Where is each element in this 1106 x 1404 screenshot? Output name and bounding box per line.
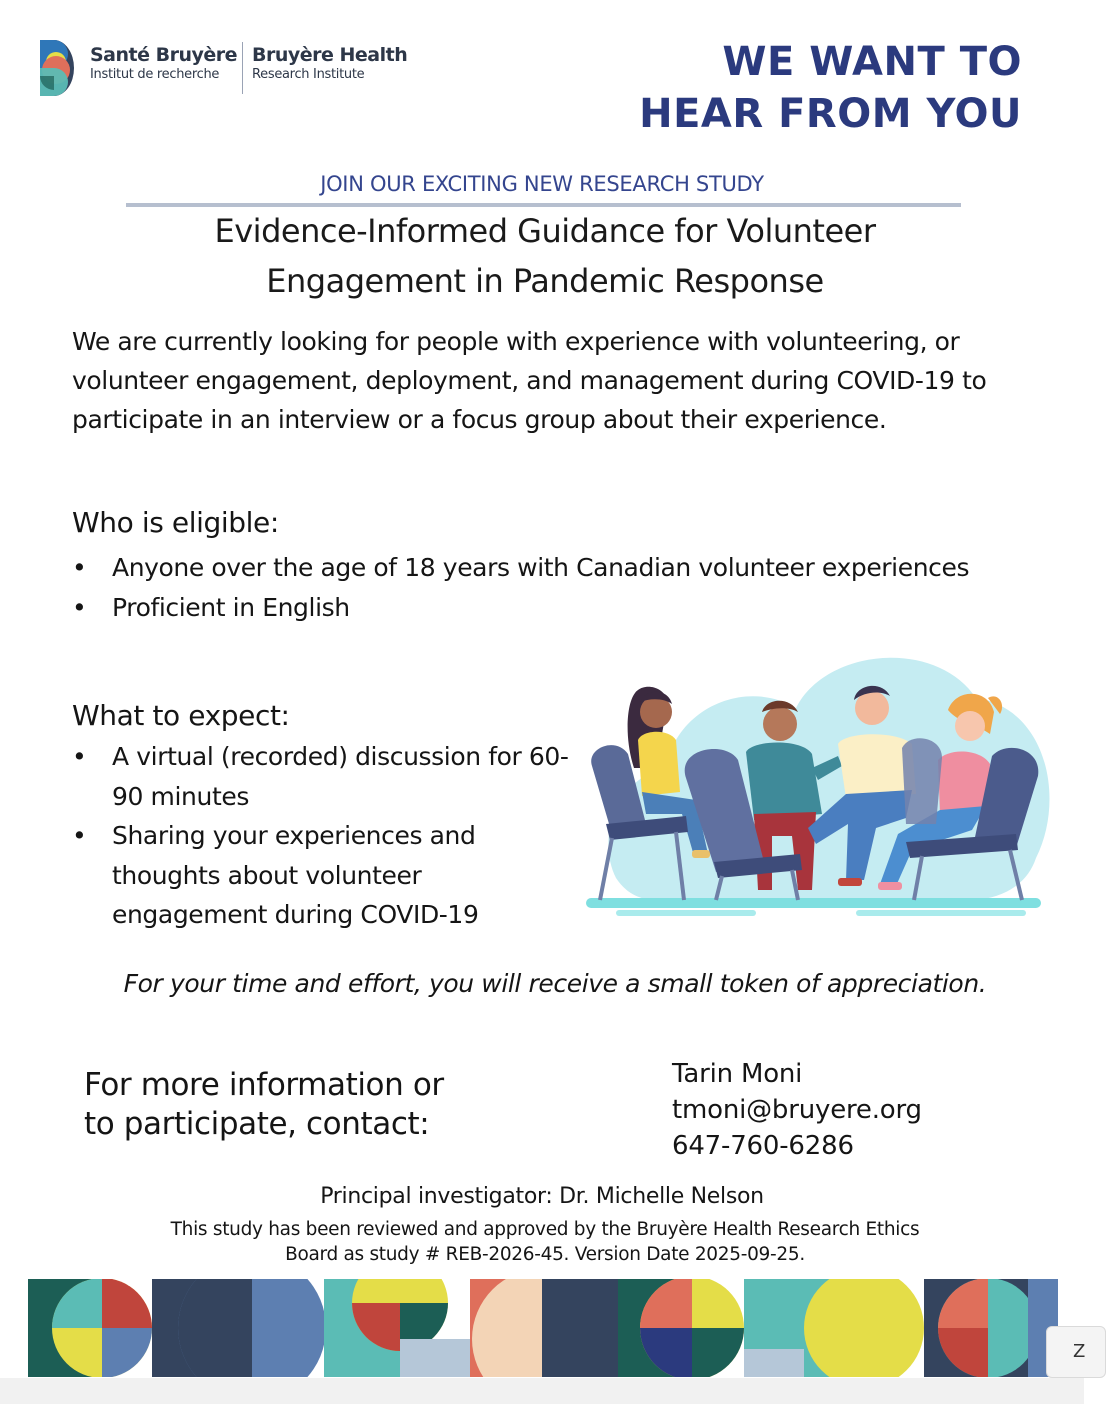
- logo-french-name: Santé Bruyère: [90, 44, 238, 66]
- logo-english-name: Bruyère Health: [252, 44, 408, 66]
- eligibility-heading: Who is eligible:: [72, 506, 279, 539]
- list-item: • Proficient in English: [72, 588, 972, 628]
- viewer-bottom-bar: [0, 1378, 1084, 1404]
- contact-info: [672, 1056, 922, 1164]
- corner-zoom-tab[interactable]: Z: [1046, 1326, 1106, 1378]
- headline: [639, 36, 1022, 140]
- expectations-heading: What to expect:: [72, 699, 290, 732]
- logo-english-block: [252, 44, 407, 82]
- appreciation-note: For your time and effort, you will receive a small token of appreciation.: [123, 969, 987, 998]
- logo-english-subtitle: Research Institute: [252, 67, 365, 82]
- bullet-icon: •: [72, 553, 87, 582]
- headline-line-1: WE WANT TO: [722, 39, 1022, 85]
- logo-french-subtitle: Institut de recherche: [90, 67, 220, 82]
- contact-lead-line-1: For more information or: [84, 1067, 444, 1103]
- illustration-floor: [586, 898, 1041, 908]
- join-study-banner: JOIN OUR EXCITING NEW RESEARCH STUDY: [320, 172, 764, 196]
- eligibility-list: [72, 548, 972, 627]
- logo-divider: [242, 42, 243, 94]
- intro-paragraph: We are currently looking for people with experience with volunteering, or volunteer engagement, deployment, and management during COVID-19 to participate in an interview or a focus group about their experience.: [72, 327, 987, 434]
- contact-lead-line-2: to participate, contact:: [84, 1106, 430, 1142]
- logo-french-block: [90, 44, 237, 82]
- headline-line-2: HEAR FROM YOU: [639, 91, 1022, 137]
- bullet-icon: •: [72, 742, 87, 771]
- ethics-line-1: This study has been reviewed and approved by the Bruyère Health Research Ethics: [170, 1219, 920, 1240]
- group-discussion-illustration: [576, 628, 1050, 928]
- principal-investigator: Principal investigator: Dr. Michelle Nelson: [320, 1184, 764, 1209]
- study-title-line-1: Evidence-Informed Guidance for Volunteer: [214, 212, 876, 250]
- study-title-line-2: Engagement in Pandemic Response: [266, 262, 824, 300]
- contact-name: Tarin Moni: [672, 1059, 803, 1089]
- study-title: [60, 206, 1030, 306]
- decorative-pattern-strip: [28, 1279, 1058, 1377]
- expectations-list: [72, 737, 572, 935]
- bullet-icon: •: [72, 592, 87, 622]
- bruyere-logo-mark-icon: [40, 40, 80, 96]
- ethics-statement: [80, 1217, 1010, 1267]
- list-item: • Anyone over the age of 18 years with Canadian volunteer experiences: [72, 548, 972, 588]
- contact-phone: 647-760-6286: [672, 1131, 854, 1161]
- bruyere-logo: [40, 40, 420, 98]
- bullet-icon: •: [72, 821, 87, 850]
- contact-lead: [84, 1066, 444, 1144]
- list-item: • Sharing your experiences and thoughts about volunteer engagement during COVID-19: [72, 816, 572, 935]
- contact-email-link[interactable]: tmoni@bruyere.org: [672, 1095, 922, 1125]
- list-item: • A virtual (recorded) discussion for 60-90 minutes: [72, 737, 572, 816]
- ethics-line-2: Board as study # REB-2026-45. Version Date 2025-09-25.: [285, 1244, 805, 1265]
